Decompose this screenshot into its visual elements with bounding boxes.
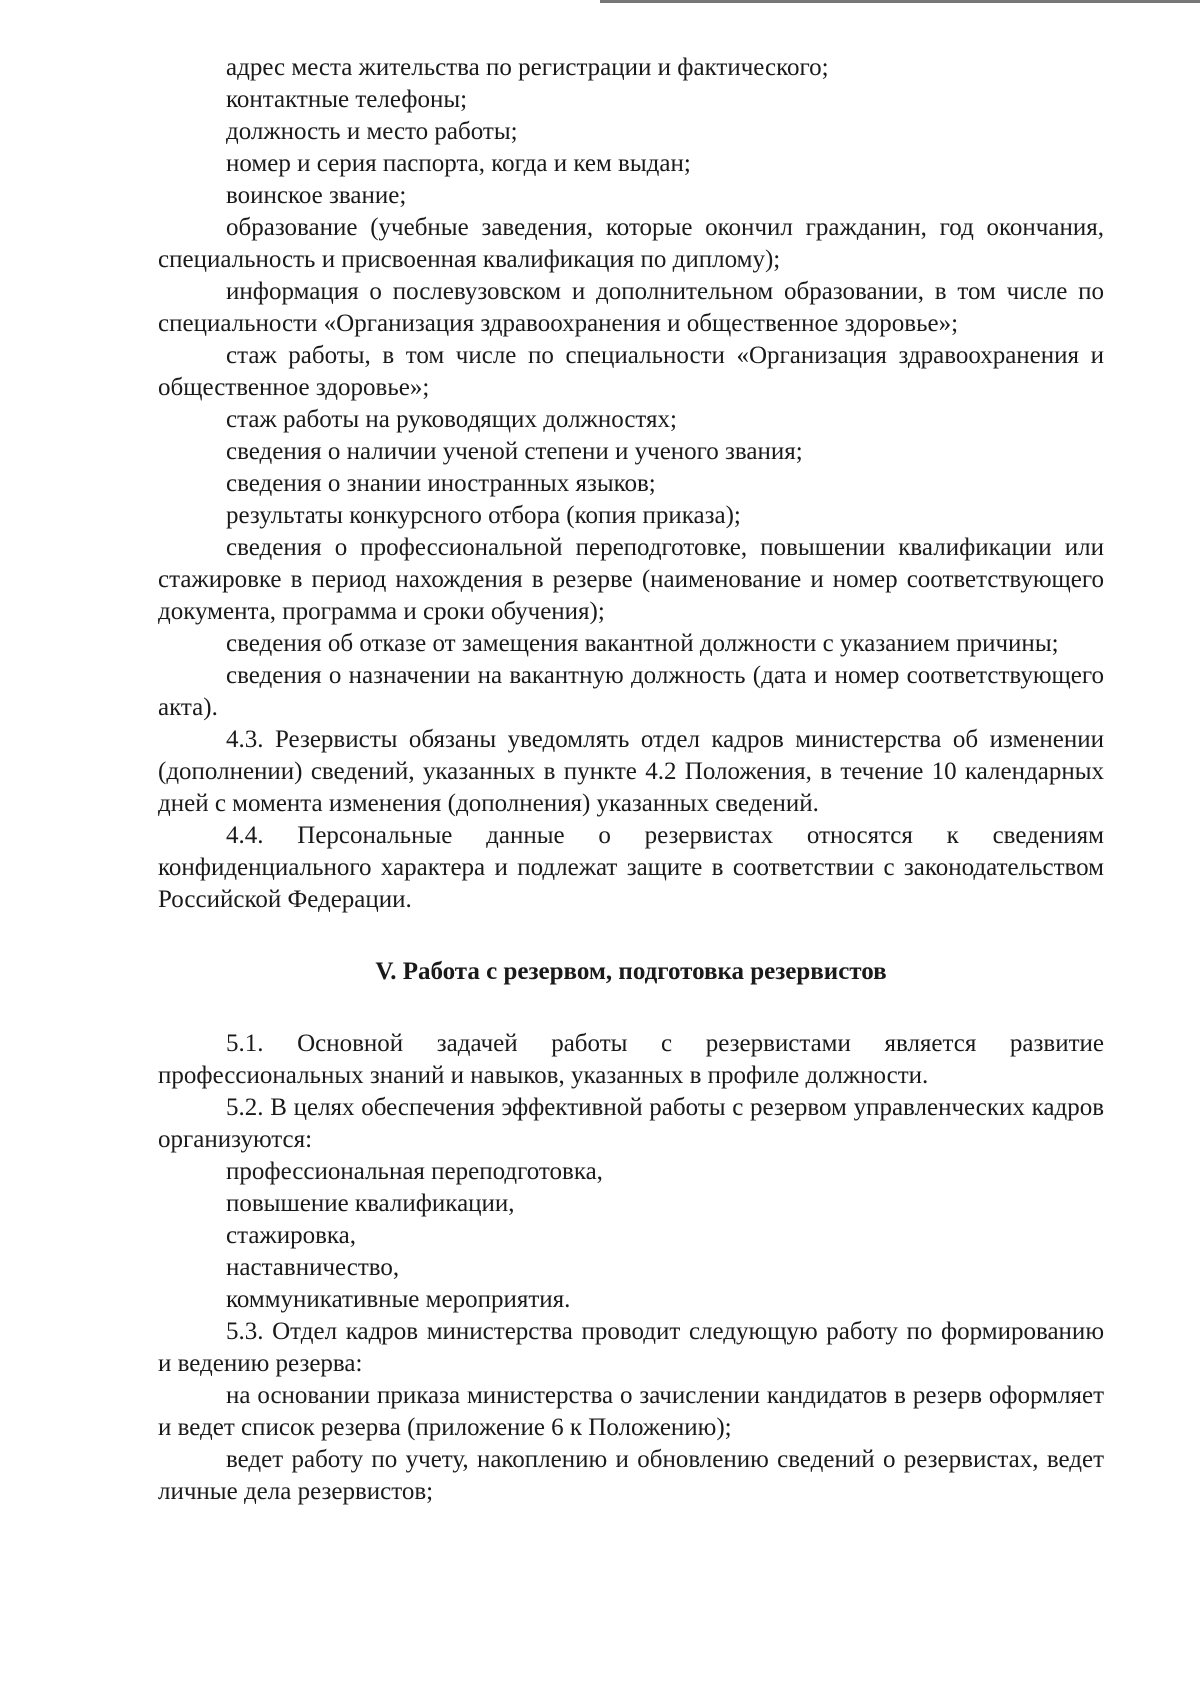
list-item-languages: сведения о знании иностранных языков; <box>226 470 656 497</box>
paragraph-experience: стаж работы, в том числе по специальности «Организация здравоохранения и общественное здоровье»; <box>158 342 1104 401</box>
list-item-internship: стажировка, <box>226 1222 356 1249</box>
list-item-selection-results: результаты конкурсного отбора (копия приказа); <box>226 502 741 529</box>
section-v-heading: V. Работа с резервом, подготовка резервистов <box>375 958 887 985</box>
paragraph-records: ведет работу по учету, накоплению и обновлению сведений о резервистах, ведет личные дела резервистов; <box>158 1446 1104 1505</box>
list-item-management-experience: стаж работы на руководящих должностях; <box>226 406 677 433</box>
list-item-retraining: профессиональная переподготовка, <box>226 1158 603 1185</box>
paragraph-4-3: 4.3. Резервисты обязаны уведомлять отдел кадров министерства об изменении (дополнении) сведений, указанных в пункте 4.2 Положения, в течение 10 календарных дней с момента изменения (дополнения) указанных сведений. <box>158 726 1104 817</box>
list-item-passport: номер и серия паспорта, когда и кем выдан; <box>226 150 691 177</box>
paragraph-5-1: 5.1. Основной задачей работы с резервистами является развитие профессиональных знаний и навыков, указанных в профиле должности. <box>158 1030 1104 1089</box>
paragraph-education: образование (учебные заведения, которые окончил гражданин, год окончания, специальность и присвоенная квалификация по диплому); <box>158 214 1104 273</box>
list-item-address: адрес места жительства по регистрации и фактического; <box>226 54 829 81</box>
list-item-communication-events: коммуникативные мероприятия. <box>226 1286 571 1313</box>
paragraph-appointment: сведения о назначении на вакантную должность (дата и номер соответствующего акта). <box>158 662 1104 721</box>
list-item-position: должность и место работы; <box>226 118 518 145</box>
top-edge-rule <box>600 0 1200 3</box>
paragraph-postgraduate: информация о послевузовском и дополнительном образовании, в том числе по специальности «Организация здравоохранения и общественное здоровье»; <box>158 278 1104 337</box>
paragraph-refusal: сведения об отказе от замещения вакантной должности с указанием причины; <box>226 630 1059 657</box>
list-item-phones: контактные телефоны; <box>226 86 468 113</box>
paragraph-5-3: 5.3. Отдел кадров министерства проводит следующую работу по формированию и ведению резерва: <box>158 1318 1104 1377</box>
paragraph-4-4: 4.4. Персональные данные о резервистах относятся к сведениям конфиденциального характера и подлежат защите в соответствии с законодательством Российской Федерации. <box>158 822 1104 913</box>
list-item-military-rank: воинское звание; <box>226 182 407 209</box>
paragraph-reserve-list: на основании приказа министерства о зачислении кандидатов в резерв оформляет и ведет список резерва (приложение 6 к Положению); <box>158 1382 1104 1441</box>
paragraph-training: сведения о профессиональной переподготовке, повышении квалификации или стажировке в период нахождения в резерве (наименование и номер соответствующего документа, программа и сроки обучения); <box>158 534 1104 625</box>
list-item-academic-degree: сведения о наличии ученой степени и ученого звания; <box>226 438 803 465</box>
paragraph-5-2: 5.2. В целях обеспечения эффективной работы с резервом управленческих кадров организуются: <box>158 1094 1104 1153</box>
list-item-qualification: повышение квалификации, <box>226 1190 515 1217</box>
list-item-mentoring: наставничество, <box>226 1254 400 1281</box>
